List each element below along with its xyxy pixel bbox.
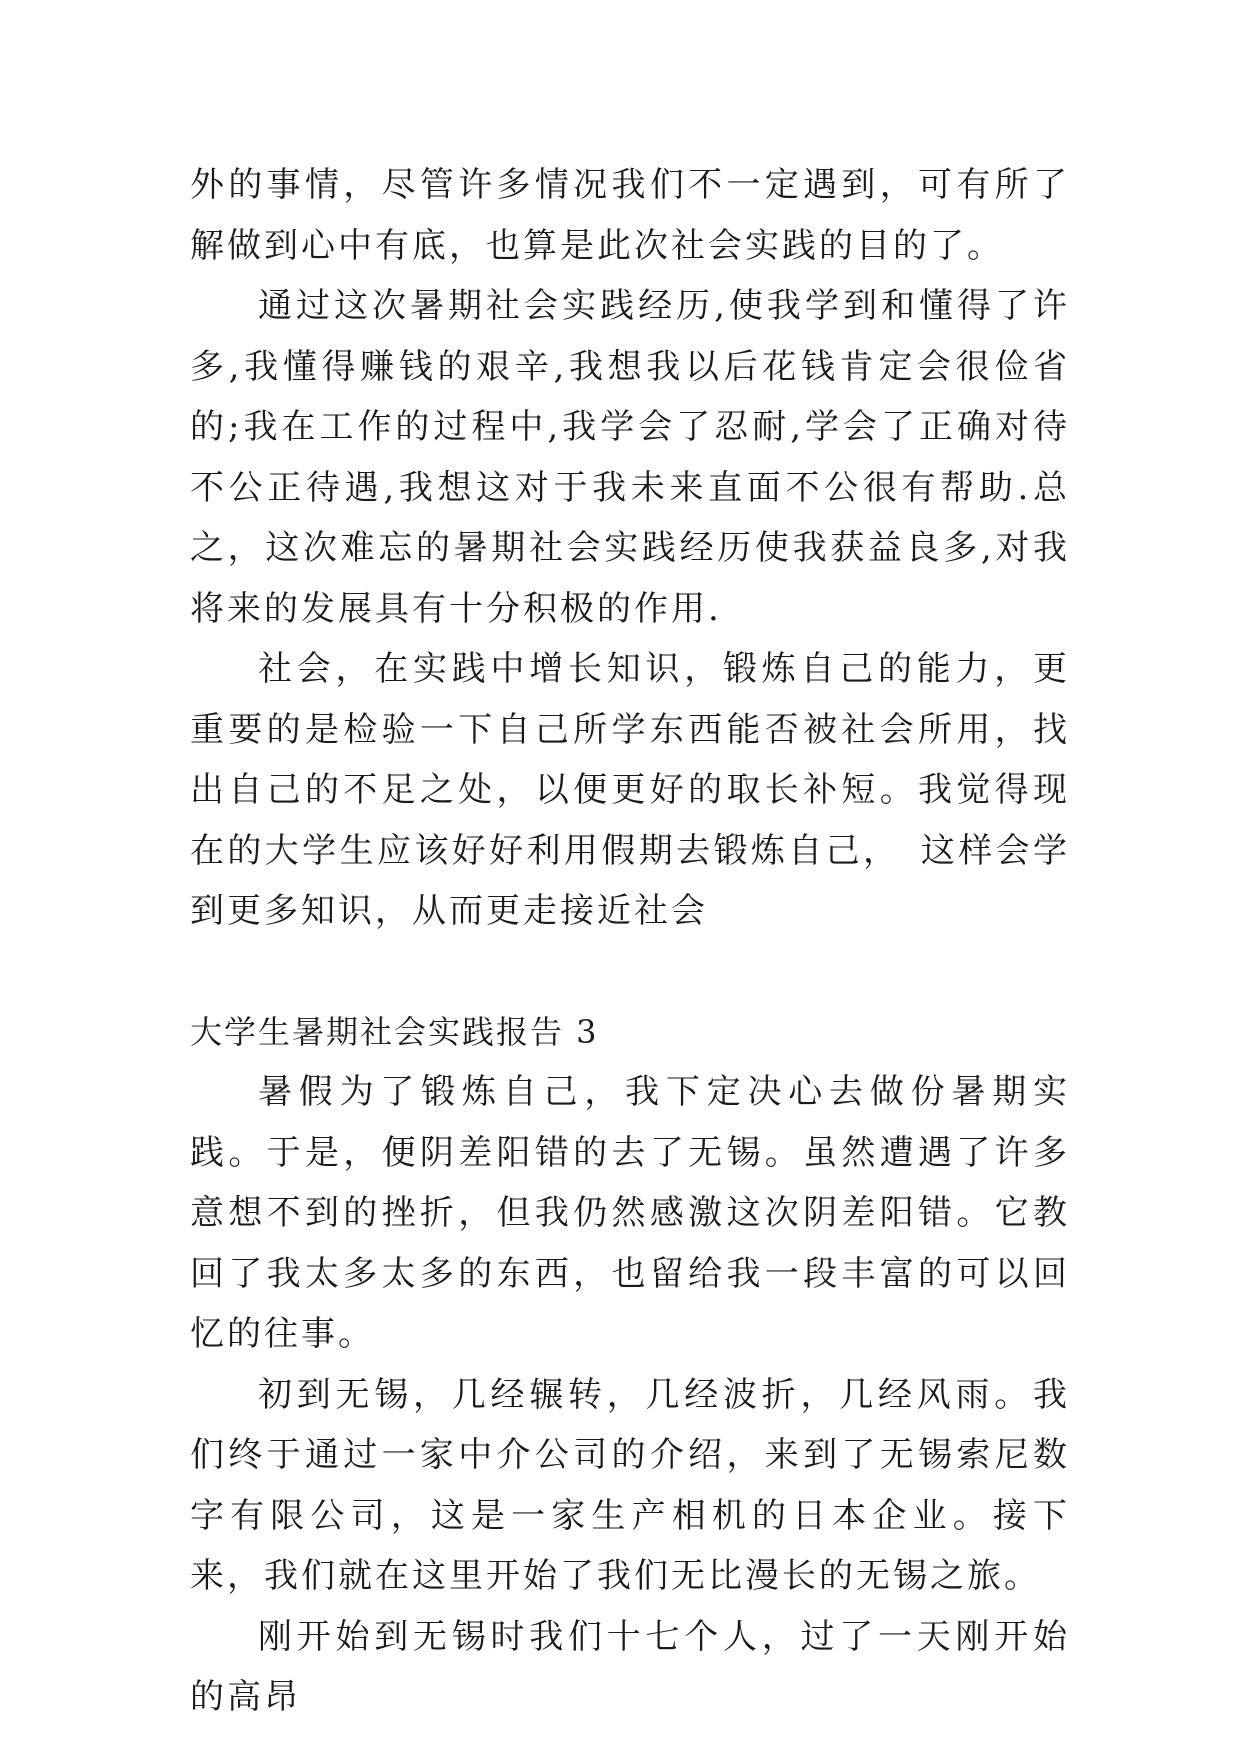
paragraph-society: 社会，在实践中增长知识，锻炼自己的能力，更重要的是检验一下自己所学东西能否被社会所用，找出自己的不足之处，以便更好的取长补短。我觉得现在的大学生应该好好利用假期去锻炼自己， 这样会学到更多知识，从而更走接近社会: [190, 649, 1070, 931]
paragraph-experience: 通过这次暑期社会实践经历,使我学到和懂得了许多,我懂得赚钱的艰辛,我想我以后花钱肯定会很俭省的;我在工作的过程中,我学会了忍耐,学会了正确对待不公正待遇,我想这对于我未来直面不公很有帮助.总之，这次难忘的暑期社会实践经历使我获益良多,对我将来的发展具有十分积极的作用.: [190, 286, 1070, 629]
section-spacer: [190, 942, 1070, 1002]
paragraph-seventeen-people: 刚开始到无锡时我们十七个人，过了一天刚开始的高昂: [190, 1616, 1070, 1717]
document-body: [190, 155, 1070, 1728]
paragraph-continuation: 外的事情，尽管许多情况我们不一定遇到，可有所了解做到心中有底，也算是此次社会实践的目的了。: [190, 165, 1070, 266]
section-title: 大学生暑期社会实践报告 3: [190, 1012, 599, 1051]
paragraph-summer-vacation: 暑假为了锻炼自己，我下定决心去做份暑期实践。于是，便阴差阳错的去了无锡。虽然遭遇了许多意想不到的挫折，但我仍然感激这次阴差阳错。它教回了我太多太多的东西，也留给我一段丰富的可以回忆的往事。: [190, 1072, 1070, 1354]
paragraph-arrival-wuxi: 初到无锡，几经辗转，几经波折，几经风雨。我们终于通过一家中介公司的介绍，来到了无锡索尼数字有限公司，这是一家生产相机的日本企业。接下来，我们就在这里开始了我们无比漫长的无锡之旅。: [190, 1374, 1070, 1596]
